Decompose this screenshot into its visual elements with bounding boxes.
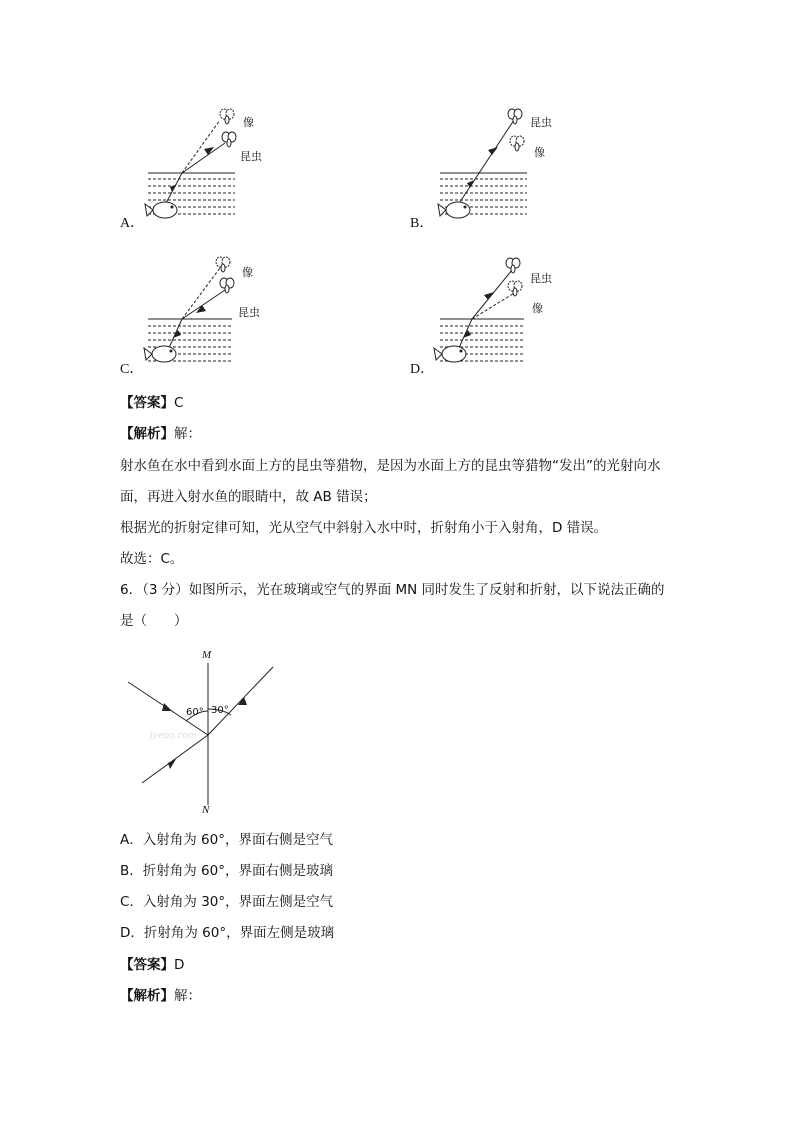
q6-answer — [120, 955, 184, 975]
insect-icon — [220, 109, 234, 124]
image-label: 像 — [532, 302, 543, 315]
insect-label: 昆虫 — [238, 306, 260, 319]
option-d-diagram — [410, 250, 590, 380]
refraction-figure-d — [410, 250, 590, 380]
option-a-diagram — [120, 100, 300, 235]
angle-left-label: 60° — [186, 707, 204, 718]
insect-icon — [508, 109, 522, 124]
analysis-head: 解： — [174, 988, 201, 1004]
analysis-head: 解： — [174, 426, 201, 442]
m-label: M — [202, 649, 212, 661]
q6-figure — [120, 645, 290, 820]
arrow-icon — [162, 703, 172, 711]
insect-icon — [510, 136, 524, 151]
fish-icon — [442, 346, 466, 362]
option-c-diagram — [120, 250, 300, 380]
insect-icon — [508, 281, 522, 296]
option-d-letter: D． — [410, 362, 435, 377]
insect-icon — [222, 132, 236, 147]
n-label: N — [202, 804, 210, 816]
refraction-figure-c — [120, 250, 300, 380]
answer-tag: 【答案】 — [120, 395, 174, 411]
arrow-icon — [170, 184, 177, 192]
q6-analysis-head — [120, 986, 201, 1006]
q5-analysis-head — [120, 424, 201, 444]
q5-analysis-line3: 根据光的折射定律可知，光从空气中斜射入水中时，折射角小于入射角，D 错误。 — [120, 520, 608, 536]
arrow-icon — [488, 147, 498, 155]
image-label: 像 — [242, 266, 253, 279]
angle-right-label: 30° — [211, 705, 229, 716]
insect-label: 昆虫 — [530, 272, 552, 285]
q6-option-b: B．折射角为 60°，界面右侧是玻璃 — [120, 863, 333, 879]
q5-answer — [120, 393, 183, 413]
image-label: 像 — [243, 116, 254, 129]
refraction-figure-a — [120, 100, 300, 235]
analysis-tag: 【解析】 — [120, 426, 174, 442]
arrow-icon — [467, 180, 475, 188]
analysis-tag: 【解析】 — [120, 988, 174, 1004]
fish-icon — [153, 202, 177, 218]
q6-option-c: C．入射角为 30°，界面左侧是空气 — [120, 894, 334, 910]
q5-analysis-line1: 射水鱼在水中看到水面上方的昆虫等猎物，是因为水面上方的昆虫等猎物“发出”的光射向水 — [120, 458, 661, 474]
answer-tag: 【答案】 — [120, 957, 174, 973]
insect-icon — [506, 258, 520, 273]
answer-value: D — [174, 957, 185, 973]
option-b-diagram — [410, 100, 590, 235]
insect-label: 昆虫 — [530, 116, 552, 129]
fish-icon — [152, 346, 176, 362]
q5-analysis-line2: 面，再进入射水鱼的眼睛中，故 AB 错误； — [120, 489, 377, 505]
q6-stem-line2: 是（ ） — [120, 613, 188, 629]
option-b-letter: B． — [410, 216, 434, 231]
option-a-letter: A． — [120, 216, 145, 231]
q6-stem-line1: 6．（3 分）如图所示，光在玻璃或空气的界面 MN 同时发生了反射和折射，以下说法正确的 — [120, 582, 665, 598]
option-c-letter: C． — [120, 362, 144, 377]
fish-icon — [446, 202, 470, 218]
watermark: Jyeoo.com — [150, 731, 197, 741]
q6-option-a: A．入射角为 60°，界面右侧是空气 — [120, 832, 333, 848]
insect-label: 昆虫 — [240, 150, 262, 163]
q5-analysis-line4: 故选：C。 — [120, 551, 184, 567]
answer-value: C — [174, 395, 184, 411]
image-label: 像 — [534, 146, 545, 159]
insect-icon — [220, 278, 234, 293]
arrow-icon — [168, 759, 176, 769]
reflection-refraction-figure — [120, 645, 290, 820]
refraction-figure-b — [410, 100, 590, 235]
q6-option-d: D．折射角为 60°，界面左侧是玻璃 — [120, 925, 335, 941]
